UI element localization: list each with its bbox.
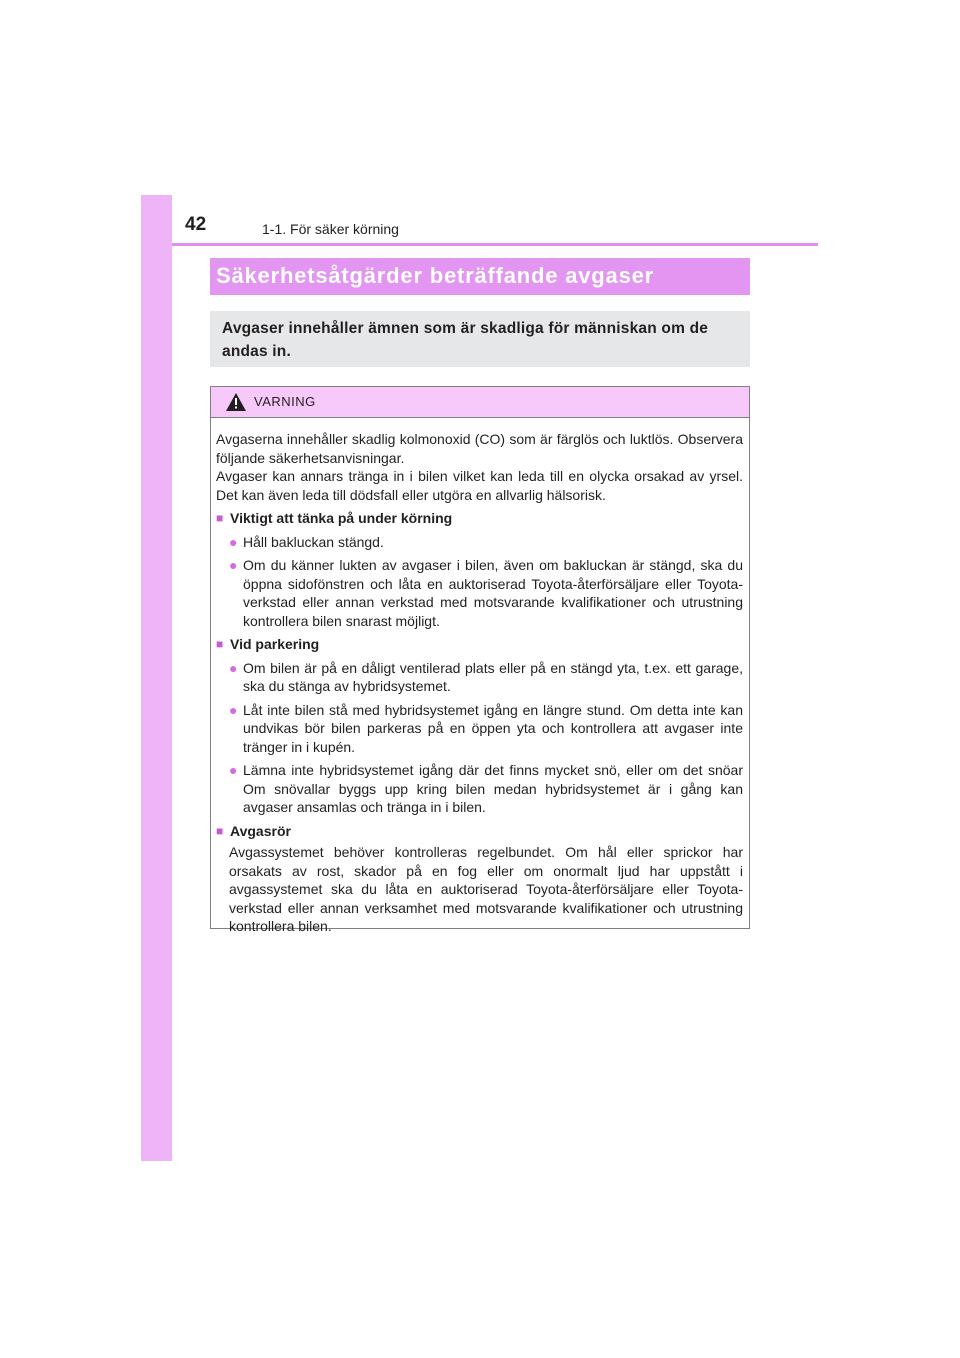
subsection-heading-text: Vid parkering bbox=[230, 636, 320, 652]
square-bullet-icon: ■ bbox=[216, 823, 224, 838]
subsection-heading-text: Viktigt att tänka på under körning bbox=[230, 510, 453, 526]
warning-paragraph: Avgaser kan annars tränga in i bilen vilket kan leda till en olycka orsakad av yrsel. Det kan även leda till dödsfall eller utgöra en allvarlig hälsorisk. bbox=[216, 468, 743, 503]
page-number: 42 bbox=[185, 214, 207, 235]
subsection-heading-text: Avgasrör bbox=[230, 822, 291, 839]
intro-summary: Avgaser innehåller ämnen som är skadliga för människan om de andas in. bbox=[210, 311, 750, 367]
warning-header bbox=[211, 387, 749, 418]
square-bullet-icon: ■ bbox=[216, 511, 224, 525]
circle-bullet-icon: ● bbox=[229, 701, 238, 718]
subsection-heading bbox=[216, 509, 743, 528]
list-item: ● Låt inte bilen stå med hybridsystemet igång en längre stund. Om detta inte kan undvikas bör bilen parkeras på en öppen yta och kontrollera att avgaser inte tränger in i kupén. bbox=[229, 701, 743, 755]
section-breadcrumb: 1-1. För säker körning bbox=[262, 221, 399, 237]
subsection-heading bbox=[216, 822, 743, 841]
list-item: ● Lämna inte hybridsystemet igång där det finns mycket snö, eller om det snöar Om snövallar byggs upp kring bilen medan hybridsystemet är i gång kan avgaser ansamlas och tränga in i bilen. bbox=[229, 762, 743, 815]
header-divider bbox=[172, 243, 818, 246]
warning-triangle-icon bbox=[226, 393, 246, 411]
list-item: ● Om du känner lukten av avgaser i bilen, även om bakluckan är stängd, ska du öppna sidofönstren och låta en auktoriserad Toyota-återförsäljare eller Toyota-verkstad eller annan verkstad med motsvarande kvalifikationer och utrustning kontrollera bilen snarast möjligt. bbox=[229, 557, 743, 629]
warning-body bbox=[211, 418, 749, 936]
circle-bullet-icon: ● bbox=[229, 659, 238, 676]
warning-label: VARNING bbox=[254, 394, 316, 409]
page-title: Säkerhetsåtgärder beträffande avgaser bbox=[210, 258, 750, 295]
subsection-heading bbox=[216, 635, 743, 654]
warning-paragraph: Avgaserna innehåller skadlig kolmonoxid (CO) som är färglös och luktlös. Observera följande säkerhetsanvisningar. bbox=[216, 431, 743, 466]
warning-box bbox=[210, 386, 750, 934]
circle-bullet-icon: ● bbox=[229, 762, 238, 778]
side-tab-strip bbox=[141, 195, 172, 1161]
square-bullet-icon: ■ bbox=[216, 637, 224, 651]
circle-bullet-icon: ● bbox=[229, 557, 238, 573]
list-item: ● Om bilen är på en dåligt ventilerad plats eller på en stängd yta, t.ex. ett garage, ska du stänga av hybridsystemet. bbox=[229, 659, 743, 694]
subsection-text: Avgassystemet behöver kontrolleras regelbundet. Om hål eller sprickor har orsakats av rost, skador på en fog eller om onormalt ljud har uppstått i avgassystemet ska du låta en auktoriserad Toyota-återförsäljare eller Toyota-verkstad eller annan verksamhet med motsvarande kvalifikationer och utrustning kontrollera bilen. bbox=[229, 844, 743, 934]
circle-bullet-icon: ● bbox=[229, 533, 238, 550]
list-item: ● Håll bakluckan stängd. bbox=[229, 533, 384, 550]
